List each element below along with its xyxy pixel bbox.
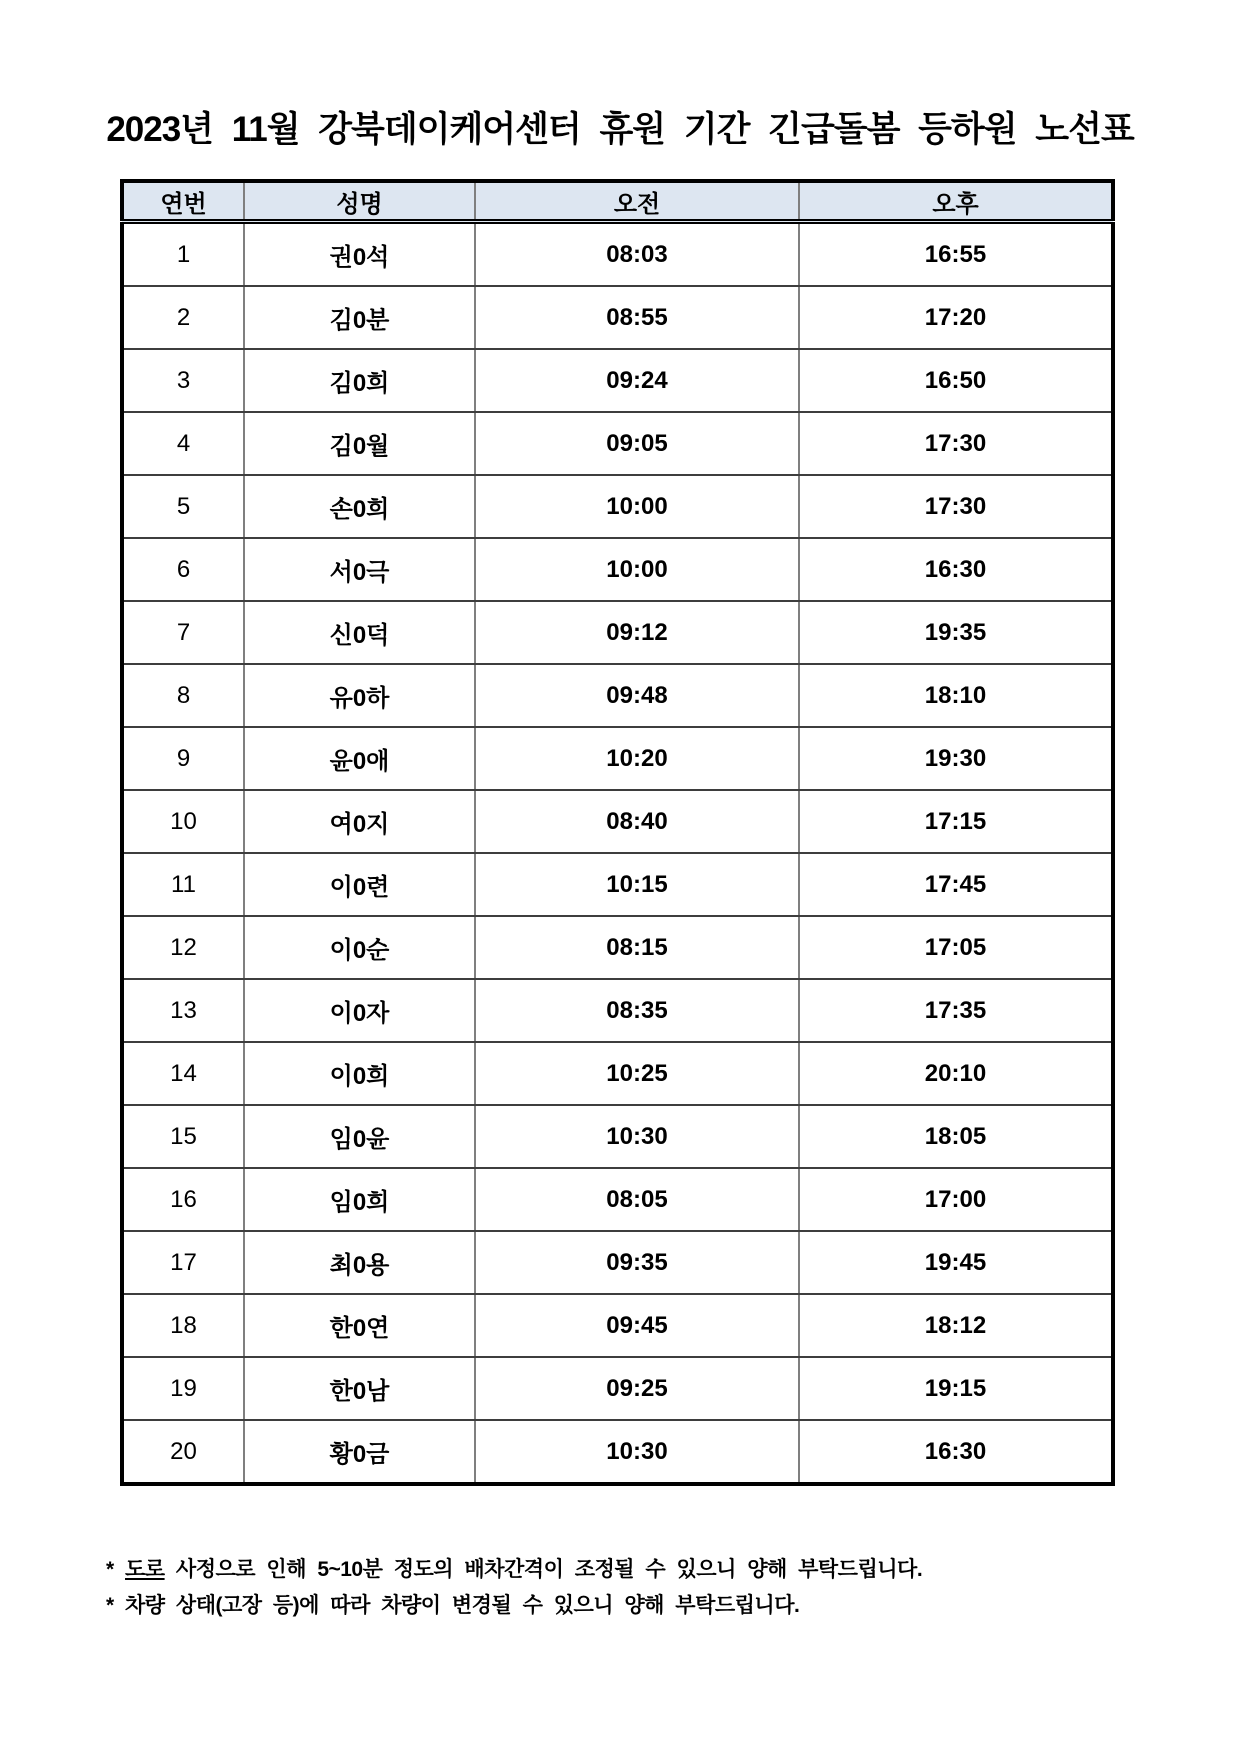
cell-am: 09:05: [475, 412, 799, 475]
note-text: *: [106, 1558, 126, 1581]
table-row: [122, 475, 1113, 538]
cell-pm: 17:00: [799, 1168, 1113, 1231]
cell-am: 10:00: [475, 538, 799, 601]
cell-pm: 16:55: [799, 222, 1113, 287]
cell-no: 1: [122, 222, 244, 287]
table-row: [122, 538, 1113, 601]
cell-no: 8: [122, 664, 244, 727]
cell-pm: 19:15: [799, 1357, 1113, 1420]
cell-name: 한0연: [244, 1294, 475, 1357]
cell-name: 김0월: [244, 412, 475, 475]
cell-name: 황0금: [244, 1420, 475, 1484]
table-row: [122, 853, 1113, 916]
note-text: 사정으로 인해 5~10분 정도의 배차간격이 조정될 수 있으니 양해 부탁드립니다.: [164, 1558, 923, 1581]
cell-am: 08:05: [475, 1168, 799, 1231]
table-row: [122, 1420, 1113, 1484]
cell-am: 09:35: [475, 1231, 799, 1294]
cell-pm: 18:05: [799, 1105, 1113, 1168]
table-row: [122, 790, 1113, 853]
cell-no: 20: [122, 1420, 244, 1484]
cell-name: 서0극: [244, 538, 475, 601]
schedule-table-header: [122, 181, 1113, 222]
cell-name: 이0순: [244, 916, 475, 979]
cell-pm: 18:10: [799, 664, 1113, 727]
cell-name: 윤0애: [244, 727, 475, 790]
note-line: [106, 1552, 1156, 1588]
cell-pm: 19:30: [799, 727, 1113, 790]
cell-am: 08:35: [475, 979, 799, 1042]
cell-name: 임0희: [244, 1168, 475, 1231]
cell-am: 10:25: [475, 1042, 799, 1105]
cell-no: 2: [122, 286, 244, 349]
table-row: [122, 222, 1113, 287]
cell-name: 김0희: [244, 349, 475, 412]
column-header-am: 오전: [475, 181, 799, 222]
document-title: 2023년 11월 강북데이케어센터 휴원 기간 긴급돌봄 등하원 노선표: [106, 110, 1134, 149]
cell-pm: 19:45: [799, 1231, 1113, 1294]
cell-name: 이0희: [244, 1042, 475, 1105]
cell-pm: 17:45: [799, 853, 1113, 916]
table-row: [122, 1168, 1113, 1231]
schedule-table-body: [122, 222, 1113, 1485]
table-row: [122, 727, 1113, 790]
table-row: [122, 664, 1113, 727]
cell-no: 5: [122, 475, 244, 538]
table-row: [122, 349, 1113, 412]
cell-name: 손0희: [244, 475, 475, 538]
cell-no: 7: [122, 601, 244, 664]
notes: [106, 1552, 1156, 1624]
cell-pm: 17:20: [799, 286, 1113, 349]
cell-no: 15: [122, 1105, 244, 1168]
table-row: [122, 1357, 1113, 1420]
cell-name: 임0윤: [244, 1105, 475, 1168]
cell-pm: 17:05: [799, 916, 1113, 979]
cell-no: 13: [122, 979, 244, 1042]
cell-pm: 20:10: [799, 1042, 1113, 1105]
cell-name: 이0자: [244, 979, 475, 1042]
cell-name: 권0석: [244, 222, 475, 287]
cell-pm: 19:35: [799, 601, 1113, 664]
table-row: [122, 601, 1113, 664]
cell-am: 08:03: [475, 222, 799, 287]
cell-name: 신0덕: [244, 601, 475, 664]
table-row: [122, 1231, 1113, 1294]
cell-no: 18: [122, 1294, 244, 1357]
cell-name: 이0련: [244, 853, 475, 916]
cell-pm: 16:50: [799, 349, 1113, 412]
cell-am: 10:30: [475, 1420, 799, 1484]
table-row: [122, 1042, 1113, 1105]
cell-no: 17: [122, 1231, 244, 1294]
cell-pm: 16:30: [799, 1420, 1113, 1484]
cell-am: 09:24: [475, 349, 799, 412]
cell-no: 19: [122, 1357, 244, 1420]
cell-no: 10: [122, 790, 244, 853]
cell-am: 09:45: [475, 1294, 799, 1357]
cell-pm: 18:12: [799, 1294, 1113, 1357]
cell-pm: 17:35: [799, 979, 1113, 1042]
cell-no: 3: [122, 349, 244, 412]
header-row: [122, 181, 1113, 222]
cell-name: 한0남: [244, 1357, 475, 1420]
cell-am: 08:15: [475, 916, 799, 979]
cell-am: 10:30: [475, 1105, 799, 1168]
cell-name: 김0분: [244, 286, 475, 349]
cell-am: 10:00: [475, 475, 799, 538]
column-header-name: 성명: [244, 181, 475, 222]
cell-no: 16: [122, 1168, 244, 1231]
cell-no: 4: [122, 412, 244, 475]
table-row: [122, 1294, 1113, 1357]
cell-no: 14: [122, 1042, 244, 1105]
cell-am: 09:25: [475, 1357, 799, 1420]
cell-name: 여0지: [244, 790, 475, 853]
cell-pm: 17:30: [799, 412, 1113, 475]
cell-name: 최0용: [244, 1231, 475, 1294]
cell-name: 유0하: [244, 664, 475, 727]
table-row: [122, 286, 1113, 349]
schedule-table: [120, 179, 1115, 1486]
cell-am: 08:55: [475, 286, 799, 349]
cell-am: 10:15: [475, 853, 799, 916]
note-line: [106, 1588, 1156, 1624]
column-header-pm: 오후: [799, 181, 1113, 222]
cell-no: 11: [122, 853, 244, 916]
table-row: [122, 916, 1113, 979]
note-text: * 차량 상태(고장 등)에 따라 차량이 변경될 수 있으니 양해 부탁드립니다.: [106, 1594, 800, 1617]
table-row: [122, 412, 1113, 475]
table-row: [122, 979, 1113, 1042]
table-row: [122, 1105, 1113, 1168]
cell-am: 10:20: [475, 727, 799, 790]
cell-no: 9: [122, 727, 244, 790]
cell-am: 09:12: [475, 601, 799, 664]
cell-pm: 16:30: [799, 538, 1113, 601]
note-underlined-text: 도로: [125, 1558, 165, 1581]
cell-pm: 17:30: [799, 475, 1113, 538]
cell-no: 12: [122, 916, 244, 979]
column-header-no: 연번: [122, 181, 244, 222]
cell-pm: 17:15: [799, 790, 1113, 853]
cell-am: 09:48: [475, 664, 799, 727]
cell-no: 6: [122, 538, 244, 601]
cell-am: 08:40: [475, 790, 799, 853]
